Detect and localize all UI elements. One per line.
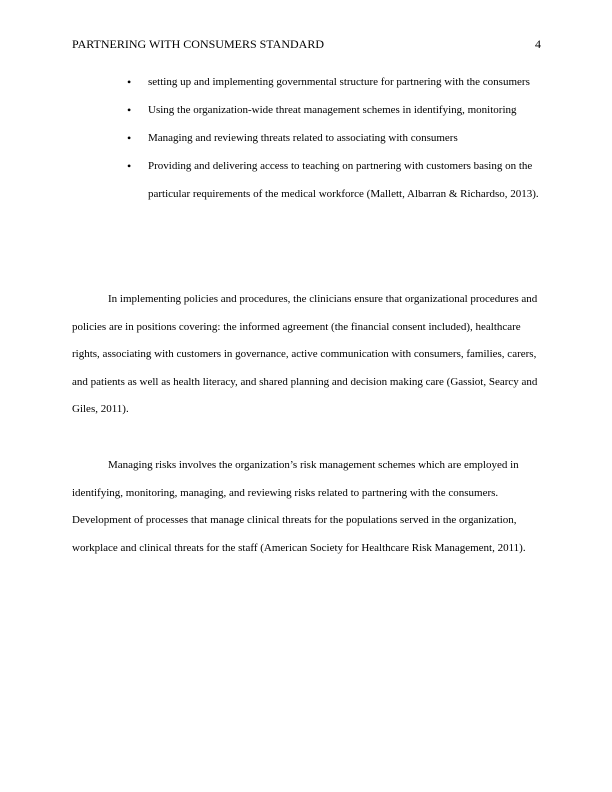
body-paragraph-risks: Managing risks involves the organization’s risk management schemes which are employed in identifying, monitoring, managing, and reviewing risks related to partnering with the consumers. Development of processes that manage clinical threats for the populations served in the organization, workplace and clinical threats for the staff (American Society for Healthcare Risk Management, 2011). [72, 459, 526, 554]
bullet-text: Using the organization-wide threat management schemes in identifying, monitoring [148, 104, 517, 116]
bullet-item [127, 152, 540, 208]
bullet-list [127, 68, 540, 208]
bullet-text: Managing and reviewing threats related to associating with consumers [148, 132, 458, 144]
body-paragraph-policies: In implementing policies and procedures, the clinicians ensure that organizational procedures and policies are in positions covering: the informed agreement (the financial consent included), healthcare rights, associating with customers in governance, active communication with consumers, families, carers, and patients as well as health literacy, and shared planning and decision making care (Gassiot, Searcy and Giles, 2011). [72, 293, 538, 415]
page-number: 4 [535, 37, 541, 51]
bullet-icon: • [127, 103, 132, 117]
bullet-text: Providing and delivering access to teaching on partnering with customers basing on the particular requirements of the medical workforce (Mallett, Albarran & Richardso, 2013). [148, 160, 539, 200]
bullet-icon: • [127, 159, 132, 173]
bullet-item [127, 68, 540, 96]
bullet-item [127, 124, 540, 152]
bullet-icon: • [127, 75, 132, 89]
running-head: PARTNERING WITH CONSUMERS STANDARD [72, 37, 325, 51]
bullet-text: setting up and implementing governmental structure for partnering with the consumers [148, 76, 530, 88]
bullet-item [127, 96, 540, 124]
bullet-icon: • [127, 131, 132, 145]
